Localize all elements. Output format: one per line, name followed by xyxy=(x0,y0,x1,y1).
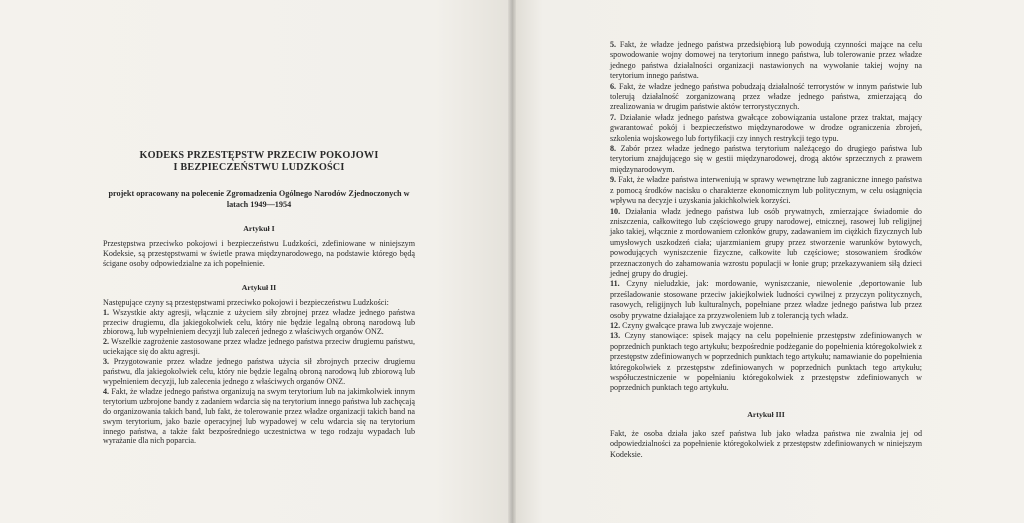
title-line-1: KODEKS PRZESTĘPSTW PRZECIW POKOJOWI xyxy=(139,150,379,161)
right-page-content xyxy=(610,40,922,460)
item-number: 2. xyxy=(103,337,110,347)
item-number: 10. xyxy=(610,206,621,216)
article-2-item xyxy=(610,82,922,113)
article-1-text: Przestępstwa przeciwko pokojowi i bezpieczeństwu Ludzkości, zdefiniowane w niniejszym Kodeksie, są przestępstwami w świetle prawa międzynarodowego, na podstawie którego będą ścigane osoby odpowiedzialne za ich popełnienie. xyxy=(103,239,415,268)
article-2-item xyxy=(103,357,415,387)
item-text: Fakt, że władze jednego państwa pobudzają działalność terrorystów w innym państwie lub tolerują działalność zorganizowaną przez władze jednego państwa, zmierzającą do zrealizowania w drugim państwie aktów terrorystycznych. xyxy=(610,81,922,112)
article-2-item xyxy=(610,279,922,321)
item-text: Fakt, że władze jednego państwa organizują na swym terytorium lub na jakimkolwiek innym terytorium uzbrojone bandy z zadaniem wdarcia się na terytorium innego państwa lub zachęcają do organizowania takich band, lub fakt, że tolerowanie przez władze organizacji takich band na swym terytorium, jako bazie operacyjnej lub wypadowej w celu wdarcia się na terytorium innego państwa, a także fakt bezpośredniego uczestnictwa w tego rodzaju wypadach lub wyrażanie dla nich poparcia. xyxy=(103,386,415,446)
article-2-item xyxy=(103,387,415,446)
item-text: Czyny nieludzkie, jak: mordowanie, wyniszczanie, niewolenie ,deportowanie lub prześladowanie stosowane przeciw jakiejkolwiek ludności cywilnej z przyczyn politycznych, rasowych, religijnych lub kulturalnych, popełniane przez władze jednego państwa lub przez osoby prywatne działające za przyzwoleniem lub z tolerancją tych władz. xyxy=(610,279,922,320)
item-text: Fakt, że władze jednego państwa przedsiębiorą lub powodują czynności mające na celu spowodowanie wojny domowej na terytorium innego państwa, lub tolerowanie przez władze jednego państwa działalności organizacji nastawionych na wywołanie takiej wojny na terytorium innego państwa. xyxy=(610,40,922,81)
article-2-item xyxy=(103,308,415,338)
item-number: 13. xyxy=(610,331,621,341)
item-number: 4. xyxy=(103,386,110,396)
item-text: Działanie władz jednego państwa gwałcące zobowiązania ustalone przez traktat, mający gwarantować pokój i bezpieczeństwo międzynarodowe w drodze ograniczenia zbrojeń, szkolenia wojskowego lub fortyfikacji czy innych restrykcji tego typu. xyxy=(610,112,922,143)
item-text: Czyny stanowiące: spisek mający na celu popełnienie przestępstw zdefiniowanych w poprzednich punktach tego artykułu; bezpośrednie podżeganie do popełnienia któregokolwiek z przestępstw zdefiniowanych w poprzednich punktach tego artykułu; namawianie do popełnienia któregokolwiek z przestępstw zdefiniowanych w poprzednich punktach tego artykułu; współuczestniczenie w popełnianiu któregokolwiek z przestępstw zdefiniowanych w poprzednich punktach tego artykułu. xyxy=(610,331,922,393)
title-line-2: I BEZPIECZEŃSTWU LUDZKOŚCI xyxy=(173,162,345,173)
item-number: 3. xyxy=(103,357,110,367)
item-text: Działania władz jednego państwa lub osób prywatnych, zmierzające świadomie do zniszczenia, całkowitego lub częściowego grupy narodowej, etnicznej, rasowej lub religijnej jako takiej, włącznie z mordowaniem członków grupy, zadawaniem im ciężkich fizycznych lub umysłowych uszkodzeń ciała; ujarzmianiem grupy przez stworzenie warunków bytowych, powodujących wyniszczenie fizyczne, całkowite lub częściowe; stosowaniem środków przeznaczonych do zahamowania wzrostu populacji w łonie grup; przekazywaniem siłą dzieci jednej grupy do drugiej. xyxy=(610,206,922,278)
item-number: 12. xyxy=(610,320,621,330)
item-text: Wszelkie zagrożenie zastosowane przez władze jednego państwa przeciw drugiemu państwu, uciekające się do aktu agresji. xyxy=(103,337,416,357)
item-number: 11. xyxy=(610,279,620,289)
document-subtitle: projekt opracowany na polecenie Zgromadzenia Ogólnego Narodów Zjednoczonych w latach 1949—1954 xyxy=(108,189,410,209)
item-text: Fakt, że władze państwa interweniują w sprawy wewnętrzne lub zagraniczne innego państwa z pomocą środków nacisku o charakterze ekonomicznym lub politycznym, w celu osiągnięcia wpływu na decyzje i uzyskania jakichkolwiek korzyści. xyxy=(610,175,922,206)
book-gutter xyxy=(508,0,516,523)
article-2-item xyxy=(610,331,922,393)
item-text: Wszystkie akty agresji, włącznie z użyciem siły zbrojnej przez władze jednego państwa przeciw drugiemu, dla jakiegokolwiek celu, który nie będzie legalną obroną narodową lub zbiorową, lub wypełnieniem decyzji lub zaleceń jednego z właściwych organów ONZ. xyxy=(103,307,415,337)
item-text: Zabór przez władze jednego państwa terytorium należącego do drugiego państwa lub terytorium znajdującego się w gestii międzynarodowej, drogą aktów sprzecznych z prawem międzynarodowym. xyxy=(610,144,922,174)
article-2-item xyxy=(103,337,415,357)
left-page-content xyxy=(103,150,415,446)
article-2-heading: Artykuł II xyxy=(241,282,277,292)
article-2-item xyxy=(610,40,922,82)
item-number: 1. xyxy=(103,307,110,317)
item-number: 8. xyxy=(610,144,617,154)
article-2-item xyxy=(610,207,922,280)
item-text: Przygotowanie przez władze jednego państwa użycia sił zbrojnych przeciw drugiemu państwu, dla jakiegokolwiek celu, który nie będzie legalną obroną narodową lub zbiorową lub wypełnieniem decyzji, lub zalecenia jednego z właściwych organów ONZ. xyxy=(103,357,415,386)
article-2-item xyxy=(610,175,922,206)
right-page xyxy=(512,0,1024,523)
article-3-text: Fakt, że osoba działa jako szef państwa lub jako władza państwa nie zwalnia jej od odpowiedzialności za popełnienie któregokolwiek z przestępstw zdefiniowanych w niniejszym Kodeksie. xyxy=(610,428,922,459)
article-2-item xyxy=(610,113,922,144)
item-number: 9. xyxy=(610,175,617,185)
item-number: 5. xyxy=(610,40,617,49)
item-number: 7. xyxy=(610,112,617,122)
document-title xyxy=(103,150,415,174)
article-3-heading: Artykuł III xyxy=(747,409,785,419)
article-2-item xyxy=(610,321,922,331)
article-2-item xyxy=(610,144,922,175)
article-2-intro: Następujące czyny są przestępstwami przeciwko pokojowi i bezpieczeństwu Ludzkości: xyxy=(103,297,389,307)
item-number: 6. xyxy=(610,81,617,91)
article-1-heading: Artykuł I xyxy=(243,224,275,233)
item-text: Czyny gwałcące prawa lub zwyczaje wojenne. xyxy=(622,320,774,330)
